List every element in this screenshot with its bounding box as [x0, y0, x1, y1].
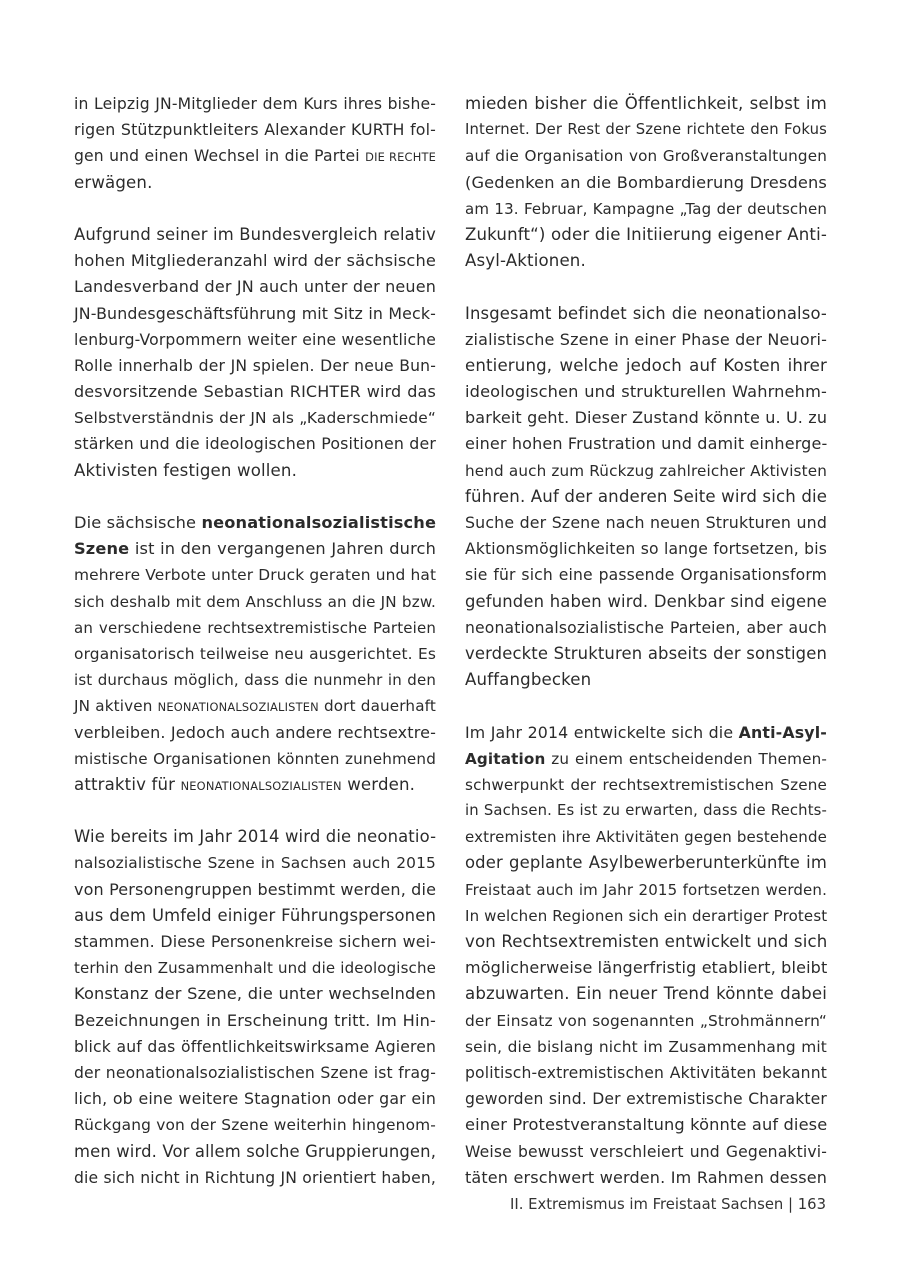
paragraph	[465, 301, 827, 694]
paragraph	[465, 91, 827, 274]
text-span: , Kampagne „Tag der deutschen	[582, 199, 827, 218]
text-line: aus dem Umfeld einiger Führungspersonen	[74, 905, 436, 925]
text-line: Rolle innerhalb der JN spielen. Der neue Bun-	[74, 356, 436, 375]
text-line: Konstanz der Szene, die unter wechselnden	[74, 984, 436, 1004]
text-line: Landesverband der JN auch unter der neuen	[74, 277, 436, 297]
text-line	[74, 143, 436, 169]
text-line: lenburg-Vorpommern weiter eine wesentliche	[74, 330, 436, 349]
text-line: auf die Organisation von Großveranstaltungen	[465, 147, 827, 166]
text-line: ideologischen und strukturellen Wahrnehm-	[465, 382, 827, 402]
text-line: JN-Bundesgeschäftsführung mit Sitz in Meck-	[74, 303, 436, 323]
text-line	[74, 536, 436, 562]
text-span: zu einem entscheidenden Themen-	[545, 749, 827, 768]
text-line: in Sachsen. Es ist zu erwarten, dass die Rechts-	[465, 802, 827, 820]
text-line: Rückgang von der Szene weiterhin hingenom-	[74, 1116, 436, 1135]
chapter-title: II. Extremismus im Freistaat Sachsen	[510, 1196, 784, 1213]
text-span: sächsische	[106, 513, 197, 532]
text-line: sein, die bislang nicht im Zusammenhang mit	[465, 1037, 827, 1056]
text-line: Wie bereits im Jahr 2014 wird die neonatio-	[74, 827, 437, 847]
text-line: entierung, welche jedoch auf Kosten ihrer	[465, 355, 827, 375]
text-line: lich, ob eine weitere Stagnation oder gar ein	[74, 1089, 436, 1109]
text-line: erwägen.	[74, 172, 153, 192]
text-line: der Einsatz von sogenannten „Strohmännern“	[465, 1011, 827, 1030]
text-line: zialistische Szene in einer Phase der Neuori-	[465, 329, 827, 349]
text-line: möglicherweise längerfristig etabliert, bleibt	[465, 958, 828, 978]
text-line: blick auf das öffentlichkeitswirksame Agieren	[74, 1037, 436, 1056]
text-line: an verschiedene rechtsextremistische Parteien	[74, 618, 436, 637]
text-line: terhin den Zusammenhalt und die ideologische	[74, 959, 436, 978]
bold-text: Anti-Asyl-	[738, 722, 827, 742]
bold-text: Szene	[74, 539, 130, 559]
text-line: Suche der Szene nach neuen Strukturen und	[465, 513, 827, 532]
footer-separator: |	[788, 1196, 794, 1213]
text-line	[465, 746, 827, 772]
text-span: gen und einen Wechsel in die Partei	[74, 147, 366, 166]
text-line: hohen Mitgliederanzahl wird der sächsische	[74, 251, 436, 271]
paragraph	[74, 91, 436, 196]
text-line: (Gedenken an die Bombardierung Dresdens	[465, 172, 827, 192]
right-column	[465, 91, 827, 1191]
text-line: Auffangbecken	[465, 670, 592, 690]
text-line	[74, 693, 436, 719]
text-line: von Personengruppen bestimmt werden, die	[74, 879, 437, 899]
text-line	[74, 510, 436, 536]
text-line: mehrere Verbote unter Druck geraten und hat	[74, 566, 437, 585]
left-column	[74, 91, 436, 1191]
paragraph	[74, 824, 436, 1191]
text-line: gefunden haben wird. Denkbar sind eigene	[465, 591, 827, 611]
text-line: abzuwarten. Ein neuer Trend könnte dabei	[465, 984, 827, 1004]
text-line: sich deshalb mit dem Anschluss an die JN bzw.	[74, 592, 436, 611]
text-line: Weise bewusst verschleiert und Gegenaktivi-	[465, 1142, 827, 1161]
text-span: Die	[74, 513, 102, 532]
text-line: stärken und die ideologischen Positionen der	[74, 434, 436, 454]
text-line: Aktionsmöglichkeiten so lange fortsetzen, bis	[465, 540, 827, 559]
text-line: barkeit geht. Dieser Zustand könnte u. U. zu	[465, 408, 828, 428]
text-line: mieden bisher die Öffentlichkeit, selbst im	[465, 94, 827, 113]
text-line: sie für sich eine passende Organisationsform	[465, 566, 827, 585]
text-line: verbleiben. Jedoch auch andere rechtsextre-	[74, 722, 436, 742]
text-line: rigen Stützpunktleiters Alexander KURTH fol-	[74, 120, 436, 140]
text-line: oder geplante Asylbewerberunterkünfte im	[465, 853, 827, 873]
text-span: attraktiv für	[74, 774, 181, 794]
text-line: führen. Auf der anderen Seite wird sich die	[465, 486, 828, 506]
text-span: werden.	[341, 774, 416, 794]
text-line: politisch-extremistischen Aktivitäten bekannt	[465, 1063, 827, 1082]
text-line: hend auch zum Rückzug zahlreicher Aktivisten	[465, 461, 827, 480]
text-line: Aktivisten festigen wollen.	[74, 460, 298, 480]
text-span: Im Jahr 2014 entwickelte sich die	[465, 722, 739, 742]
paragraph	[465, 720, 827, 1191]
text-line: men wird. Vor allem solche Gruppierungen,	[74, 1141, 437, 1161]
text-line: stammen. Diese Personenkreise sichern wei-	[74, 932, 436, 951]
text-line: nalsozialistische Szene in Sachsen auch 2015	[74, 854, 436, 873]
party-name: DIE RECHTE	[365, 150, 437, 165]
text-line	[465, 720, 827, 746]
text-line: von Rechtsextremisten entwickelt und sich	[465, 932, 828, 951]
text-line: schwerpunkt der rechtsextremistischen Szene	[465, 775, 827, 794]
text-line	[465, 196, 827, 222]
text-line: die sich nicht in Richtung JN orientiert haben,	[74, 1168, 436, 1187]
page-footer	[510, 1196, 826, 1213]
text-line: einer hohen Frustration und damit einherge-	[465, 434, 828, 454]
text-line: der neonationalsozialistischen Szene ist frag-	[74, 1063, 436, 1082]
text-line: einer Protestveranstaltung könnte auf diese	[465, 1115, 828, 1135]
text-line: geworden sind. Der extremistische Charakter	[465, 1090, 827, 1109]
text-line: In welchen Regionen sich ein derartiger Protest	[465, 906, 828, 925]
text-line: organisatorisch teilweise neu ausgerichtet. Es	[74, 644, 436, 663]
page-number: 163	[797, 1196, 826, 1213]
text-line: Bezeichnungen in Erscheinung tritt. Im Hin-	[74, 1010, 436, 1030]
paragraph	[74, 510, 436, 798]
text-line: mistische Organisationen könnten zunehmend	[74, 749, 436, 768]
text-span: dort dauerhaft	[318, 697, 436, 716]
bold-text: neonationalsozialistische	[201, 513, 437, 532]
small-caps-term: NEONATIONALSOZIALISTEN	[157, 700, 319, 715]
text-line: Insgesamt befindet sich die neonationalso-	[465, 303, 827, 323]
text-span: ist in den vergangenen Jahren durch	[129, 539, 436, 559]
text-line: verdeckte Strukturen abseits der sonstigen	[465, 643, 827, 663]
text-line: Aufgrund seiner im Bundesvergleich relativ	[74, 224, 436, 244]
text-line: desvorsitzende Sebastian RICHTER wird das	[74, 382, 436, 402]
text-span: am 13. Februar	[465, 199, 583, 218]
text-line: neonationalsozialistische Parteien, aber auch	[465, 618, 827, 637]
text-line: Freistaat auch im Jahr 2015 fortsetzen werden.	[465, 880, 827, 899]
small-caps-term: NEONATIONALSOZIALISTEN	[180, 778, 342, 793]
text-line: Zukunft“) oder die Initiierung eigener Anti-	[465, 224, 827, 244]
text-line: ist durchaus möglich, dass die nunmehr in den	[74, 671, 436, 690]
text-line: extremisten ihre Aktivitäten gegen bestehende	[465, 828, 827, 847]
bold-text: Agitation	[465, 749, 546, 768]
text-line	[74, 772, 436, 798]
text-line: Internet. Der Rest der Szene richtete den Fokus	[465, 121, 827, 139]
text-line: Asyl-Aktionen.	[465, 251, 586, 271]
text-span: JN aktiven	[74, 697, 158, 716]
text-line: täten erschwert werden. Im Rahmen dessen	[465, 1167, 827, 1187]
paragraph	[74, 222, 436, 484]
text-line: Selbstverständnis der JN als „Kaderschmiede“	[74, 409, 436, 428]
text-line: in Leipzig JN-Mitglieder dem Kurs ihres bishe-	[74, 95, 436, 113]
